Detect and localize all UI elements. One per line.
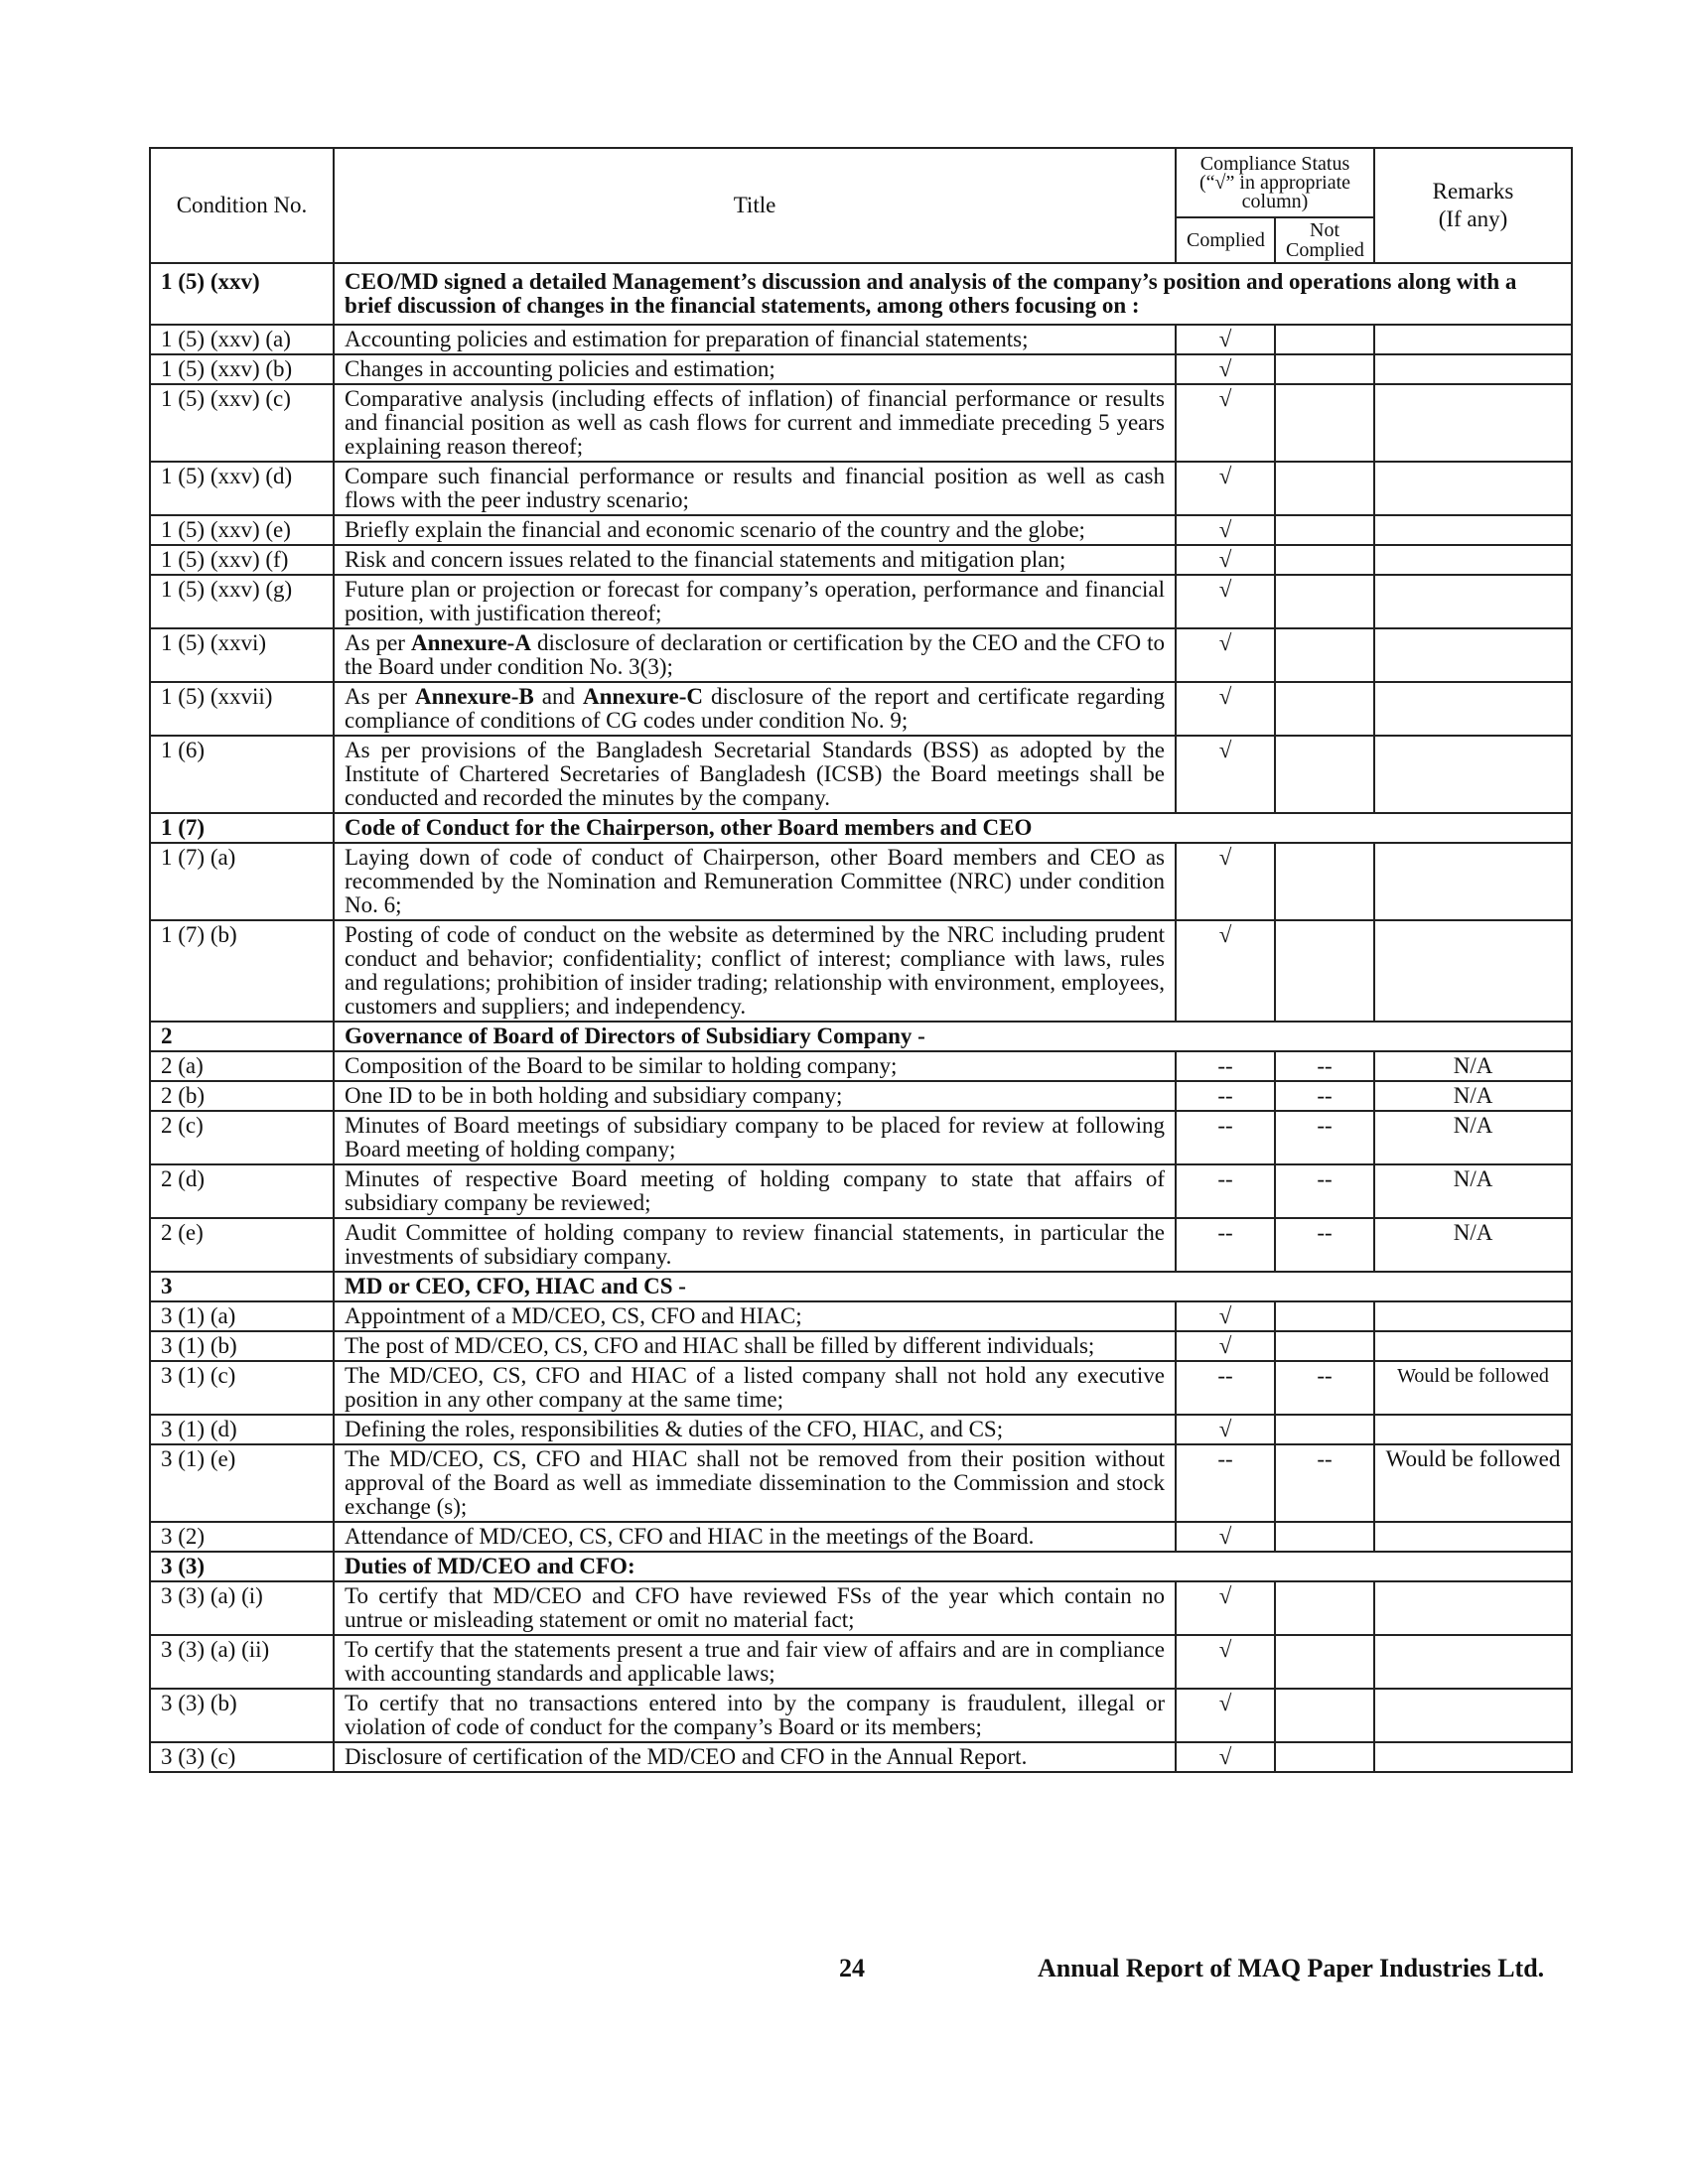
- condition-no-cell: 1 (5) (xxv) (a): [150, 325, 334, 354]
- remarks-cell: [1374, 1415, 1572, 1444]
- not-complied-cell: [1275, 325, 1374, 354]
- not-complied-cell: --: [1275, 1361, 1374, 1415]
- remarks-cell: N/A: [1374, 1051, 1572, 1081]
- remarks-cell: [1374, 1742, 1572, 1772]
- title-cell: Disclosure of certification of the MD/CEO and CFO in the Annual Report.: [334, 1742, 1176, 1772]
- title-text: disclosure of the report and certificate regarding compliance of conditions of CG codes under condition No. 9;: [345, 684, 1165, 733]
- complied-cell: √: [1176, 575, 1275, 628]
- remarks-cell: [1374, 545, 1572, 575]
- complied-cell: √: [1176, 736, 1275, 813]
- remarks-cell: N/A: [1374, 1164, 1572, 1218]
- complied-cell: √: [1176, 354, 1275, 384]
- section-row: [150, 813, 1572, 843]
- header-status-line2: (“√” in appropriate: [1199, 171, 1351, 194]
- complied-cell: --: [1176, 1218, 1275, 1272]
- title-cell: Posting of code of conduct on the website as determined by the NRC including prudent conduct and behavior; confidentiality; conflict of interest; compliance with laws, rules and regulations; prohibition of insider trading; relationship with environment, employees, customers and suppliers; and independency.: [334, 920, 1176, 1022]
- complied-cell: √: [1176, 515, 1275, 545]
- complied-cell: --: [1176, 1444, 1275, 1522]
- table-row: [150, 462, 1572, 515]
- header-status-line1: Compliance Status: [1199, 152, 1350, 175]
- condition-no-cell: 1 (7) (b): [150, 920, 334, 1022]
- section-row: [150, 1552, 1572, 1581]
- title-cell: The post of MD/CEO, CS, CFO and HIAC shall be filled by different individuals;: [334, 1331, 1176, 1361]
- condition-no-cell: 2 (c): [150, 1111, 334, 1164]
- title-cell: The MD/CEO, CS, CFO and HIAC of a listed company shall not hold any executive position in any other company at the same time;: [334, 1361, 1176, 1415]
- table-row: [150, 1361, 1572, 1415]
- remarks-cell: [1374, 736, 1572, 813]
- table-row: [150, 1218, 1572, 1272]
- title-cell: The MD/CEO, CS, CFO and HIAC shall not be removed from their position without approval of the Board as well as immediate dissemination to the Commission and stock exchange (s);: [334, 1444, 1176, 1522]
- complied-cell: √: [1176, 1689, 1275, 1742]
- complied-cell: √: [1176, 1742, 1275, 1772]
- remarks-cell: [1374, 1689, 1572, 1742]
- title-cell: One ID to be in both holding and subsidiary company;: [334, 1081, 1176, 1111]
- table-row: [150, 736, 1572, 813]
- title-cell: Comparative analysis (including effects of inflation) of financial performance or results and financial position as well as cash flows for current and immediate preceding 5 years explaining reason thereof;: [334, 384, 1176, 462]
- not-complied-cell: [1275, 682, 1374, 736]
- condition-no-cell: 3 (3) (a) (ii): [150, 1635, 334, 1689]
- title-cell: Governance of Board of Directors of Subsidiary Company -: [334, 1022, 1572, 1051]
- condition-no-cell: 1 (7) (a): [150, 843, 334, 920]
- table-row: [150, 1164, 1572, 1218]
- remarks-cell: [1374, 1522, 1572, 1552]
- complied-cell: √: [1176, 682, 1275, 736]
- complied-cell: --: [1176, 1051, 1275, 1081]
- table-row: [150, 1444, 1572, 1522]
- table-row: [150, 575, 1572, 628]
- condition-no-cell: 3 (1) (d): [150, 1415, 334, 1444]
- remarks-cell: [1374, 843, 1572, 920]
- page-number: 24: [839, 1954, 865, 1982]
- complied-cell: √: [1176, 920, 1275, 1022]
- not-complied-cell: --: [1275, 1111, 1374, 1164]
- title-cell: Laying down of code of conduct of Chairperson, other Board members and CEO as recommended by the Nomination and Remuneration Committee (NRC) under condition No. 6;: [334, 843, 1176, 920]
- not-complied-cell: [1275, 1415, 1374, 1444]
- table-row: [150, 682, 1572, 736]
- annexure-ref: Annexure-B: [415, 684, 534, 709]
- not-complied-cell: [1275, 628, 1374, 682]
- condition-no-cell: 1 (5) (xxv) (d): [150, 462, 334, 515]
- title-cell: Accounting policies and estimation for preparation of financial statements;: [334, 325, 1176, 354]
- table-row: [150, 545, 1572, 575]
- table-row: [150, 628, 1572, 682]
- annexure-ref: Annexure-A: [410, 630, 531, 655]
- table-row: [150, 384, 1572, 462]
- title-cell: As per provisions of the Bangladesh Secretarial Standards (BSS) as adopted by the Institute of Chartered Secretaries of Bangladesh (ICSB) the Board meetings shall be conducted and recorded the minutes by the company.: [334, 736, 1176, 813]
- not-complied-cell: [1275, 1522, 1374, 1552]
- header-title: Title: [334, 148, 1176, 263]
- complied-cell: √: [1176, 325, 1275, 354]
- condition-no-cell: 1 (5) (xxvii): [150, 682, 334, 736]
- remarks-cell: [1374, 384, 1572, 462]
- title-cell: [334, 628, 1176, 682]
- condition-no-cell: 1 (6): [150, 736, 334, 813]
- remarks-cell: Would be followed: [1374, 1361, 1572, 1415]
- condition-no-cell: 1 (5) (xxv) (g): [150, 575, 334, 628]
- condition-no-cell: 1 (5) (xxvi): [150, 628, 334, 682]
- condition-no-cell: 1 (5) (xxv): [150, 263, 334, 325]
- title-cell: MD or CEO, CFO, HIAC and CS -: [334, 1272, 1572, 1301]
- remarks-cell: N/A: [1374, 1081, 1572, 1111]
- complied-cell: √: [1176, 1331, 1275, 1361]
- not-complied-cell: [1275, 1331, 1374, 1361]
- title-cell: Duties of MD/CEO and CFO:: [334, 1552, 1572, 1581]
- title-cell: CEO/MD signed a detailed Management’s discussion and analysis of the company’s position and operations along with a brief discussion of changes in the financial statements, among others focusing on :: [334, 263, 1572, 325]
- table-row: [150, 1051, 1572, 1081]
- table-row: [150, 1689, 1572, 1742]
- title-cell: Compare such financial performance or results and financial position as well as cash flows with the peer industry scenario;: [334, 462, 1176, 515]
- not-complied-cell: [1275, 354, 1374, 384]
- table-row: [150, 354, 1572, 384]
- remarks-cell: [1374, 575, 1572, 628]
- table-header: [150, 148, 1572, 263]
- header-not-line2: Complied: [1286, 239, 1364, 261]
- table-row: [150, 1111, 1572, 1164]
- remarks-cell: [1374, 325, 1572, 354]
- complied-cell: √: [1176, 1522, 1275, 1552]
- not-complied-cell: [1275, 1581, 1374, 1635]
- not-complied-cell: [1275, 384, 1374, 462]
- not-complied-cell: --: [1275, 1218, 1374, 1272]
- remarks-cell: [1374, 1301, 1572, 1331]
- title-text: As per: [345, 630, 411, 655]
- condition-no-cell: 1 (7): [150, 813, 334, 843]
- not-complied-cell: [1275, 920, 1374, 1022]
- title-cell: Audit Committee of holding company to review financial statements, in particular the investments of subsidiary company.: [334, 1218, 1176, 1272]
- complied-cell: --: [1176, 1081, 1275, 1111]
- condition-no-cell: 2 (a): [150, 1051, 334, 1081]
- title-cell: [334, 682, 1176, 736]
- not-complied-cell: [1275, 1742, 1374, 1772]
- condition-no-cell: 3 (3) (b): [150, 1689, 334, 1742]
- remarks-cell: Would be followed: [1374, 1444, 1572, 1522]
- not-complied-cell: --: [1275, 1164, 1374, 1218]
- condition-no-cell: 2 (d): [150, 1164, 334, 1218]
- remarks-cell: [1374, 628, 1572, 682]
- table-body: [150, 263, 1572, 1772]
- condition-no-cell: 1 (5) (xxv) (c): [150, 384, 334, 462]
- title-text: disclosure of declaration or certification by the CEO and the CFO to the Board under condition No. 3(3);: [345, 630, 1165, 679]
- table-row: [150, 515, 1572, 545]
- title-cell: Briefly explain the financial and economic scenario of the country and the globe;: [334, 515, 1176, 545]
- table-row: [150, 1522, 1572, 1552]
- table-row: [150, 1301, 1572, 1331]
- not-complied-cell: [1275, 736, 1374, 813]
- table-row: [150, 1081, 1572, 1111]
- complied-cell: √: [1176, 545, 1275, 575]
- not-complied-cell: [1275, 1635, 1374, 1689]
- title-cell: To certify that MD/CEO and CFO have reviewed FSs of the year which contain no untrue or misleading statement or omit no material fact;: [334, 1581, 1176, 1635]
- condition-no-cell: 3: [150, 1272, 334, 1301]
- not-complied-cell: --: [1275, 1444, 1374, 1522]
- remarks-cell: [1374, 920, 1572, 1022]
- title-cell: Composition of the Board to be similar to holding company;: [334, 1051, 1176, 1081]
- section-row: [150, 1022, 1572, 1051]
- not-complied-cell: [1275, 515, 1374, 545]
- remarks-cell: N/A: [1374, 1218, 1572, 1272]
- complied-cell: √: [1176, 1635, 1275, 1689]
- header-complied: Complied: [1176, 217, 1275, 263]
- not-complied-cell: [1275, 1689, 1374, 1742]
- condition-no-cell: 1 (5) (xxv) (b): [150, 354, 334, 384]
- not-complied-cell: [1275, 843, 1374, 920]
- remarks-cell: [1374, 354, 1572, 384]
- report-title: Annual Report of MAQ Paper Industries Ltd.: [1038, 1954, 1545, 1982]
- compliance-table: [149, 147, 1573, 1773]
- title-cell: Attendance of MD/CEO, CS, CFO and HIAC in the meetings of the Board.: [334, 1522, 1176, 1552]
- condition-no-cell: 3 (1) (b): [150, 1331, 334, 1361]
- title-text: and: [533, 684, 584, 709]
- table-row: [150, 920, 1572, 1022]
- remarks-cell: [1374, 515, 1572, 545]
- complied-cell: --: [1176, 1164, 1275, 1218]
- condition-no-cell: 3 (2): [150, 1522, 334, 1552]
- condition-no-cell: 2 (e): [150, 1218, 334, 1272]
- remarks-cell: [1374, 462, 1572, 515]
- remarks-cell: N/A: [1374, 1111, 1572, 1164]
- table-row: [150, 1331, 1572, 1361]
- not-complied-cell: [1275, 1301, 1374, 1331]
- complied-cell: √: [1176, 462, 1275, 515]
- remarks-cell: [1374, 1331, 1572, 1361]
- table-row: [150, 325, 1572, 354]
- title-cell: Minutes of respective Board meeting of holding company to state that affairs of subsidiary company be reviewed;: [334, 1164, 1176, 1218]
- header-remarks: [1374, 148, 1572, 263]
- title-cell: To certify that the statements present a true and fair view of affairs and are in compliance with accounting standards and applicable laws;: [334, 1635, 1176, 1689]
- condition-no-cell: 3 (1) (a): [150, 1301, 334, 1331]
- not-complied-cell: --: [1275, 1081, 1374, 1111]
- not-complied-cell: [1275, 462, 1374, 515]
- table-row: [150, 1635, 1572, 1689]
- title-cell: Defining the roles, responsibilities & duties of the CFO, HIAC, and CS;: [334, 1415, 1176, 1444]
- title-cell: To certify that no transactions entered into by the company is fraudulent, illegal or violation of code of conduct for the company’s Board or its members;: [334, 1689, 1176, 1742]
- table-row: [150, 1415, 1572, 1444]
- header-compliance-status: [1176, 148, 1374, 217]
- header-status-line3: column): [1241, 190, 1309, 212]
- section-row: [150, 263, 1572, 325]
- header-remarks-line1: Remarks: [1432, 179, 1514, 204]
- header-not-complied: [1275, 217, 1374, 263]
- condition-no-cell: 1 (5) (xxv) (f): [150, 545, 334, 575]
- condition-no-cell: 2: [150, 1022, 334, 1051]
- title-text: As per: [345, 684, 416, 709]
- complied-cell: --: [1176, 1111, 1275, 1164]
- title-cell: Changes in accounting policies and estimation;: [334, 354, 1176, 384]
- complied-cell: √: [1176, 843, 1275, 920]
- title-cell: Risk and concern issues related to the financial statements and mitigation plan;: [334, 545, 1176, 575]
- not-complied-cell: [1275, 575, 1374, 628]
- condition-no-cell: 2 (b): [150, 1081, 334, 1111]
- condition-no-cell: 1 (5) (xxv) (e): [150, 515, 334, 545]
- complied-cell: √: [1176, 1415, 1275, 1444]
- header-remarks-line2: (If any): [1438, 206, 1508, 231]
- not-complied-cell: [1275, 545, 1374, 575]
- header-not-line1: Not: [1310, 219, 1339, 241]
- annexure-ref: Annexure-C: [583, 684, 703, 709]
- section-row: [150, 1272, 1572, 1301]
- complied-cell: √: [1176, 1301, 1275, 1331]
- condition-no-cell: 3 (3) (a) (i): [150, 1581, 334, 1635]
- title-cell: Code of Conduct for the Chairperson, other Board members and CEO: [334, 813, 1572, 843]
- condition-no-cell: 3 (1) (e): [150, 1444, 334, 1522]
- condition-no-cell: 3 (3) (c): [150, 1742, 334, 1772]
- remarks-cell: [1374, 1635, 1572, 1689]
- condition-no-cell: 3 (1) (c): [150, 1361, 334, 1415]
- remarks-cell: [1374, 1581, 1572, 1635]
- title-cell: Minutes of Board meetings of subsidiary company to be placed for review at following Board meeting of holding company;: [334, 1111, 1176, 1164]
- title-cell: Future plan or projection or forecast for company’s operation, performance and financial position, with justification thereof;: [334, 575, 1176, 628]
- title-cell: Appointment of a MD/CEO, CS, CFO and HIAC;: [334, 1301, 1176, 1331]
- complied-cell: --: [1176, 1361, 1275, 1415]
- not-complied-cell: --: [1275, 1051, 1374, 1081]
- header-condition-no: Condition No.: [150, 148, 334, 263]
- remarks-cell: [1374, 682, 1572, 736]
- table-row: [150, 1581, 1572, 1635]
- table-row: [150, 1742, 1572, 1772]
- table-row: [150, 843, 1572, 920]
- complied-cell: √: [1176, 384, 1275, 462]
- complied-cell: √: [1176, 628, 1275, 682]
- complied-cell: √: [1176, 1581, 1275, 1635]
- condition-no-cell: 3 (3): [150, 1552, 334, 1581]
